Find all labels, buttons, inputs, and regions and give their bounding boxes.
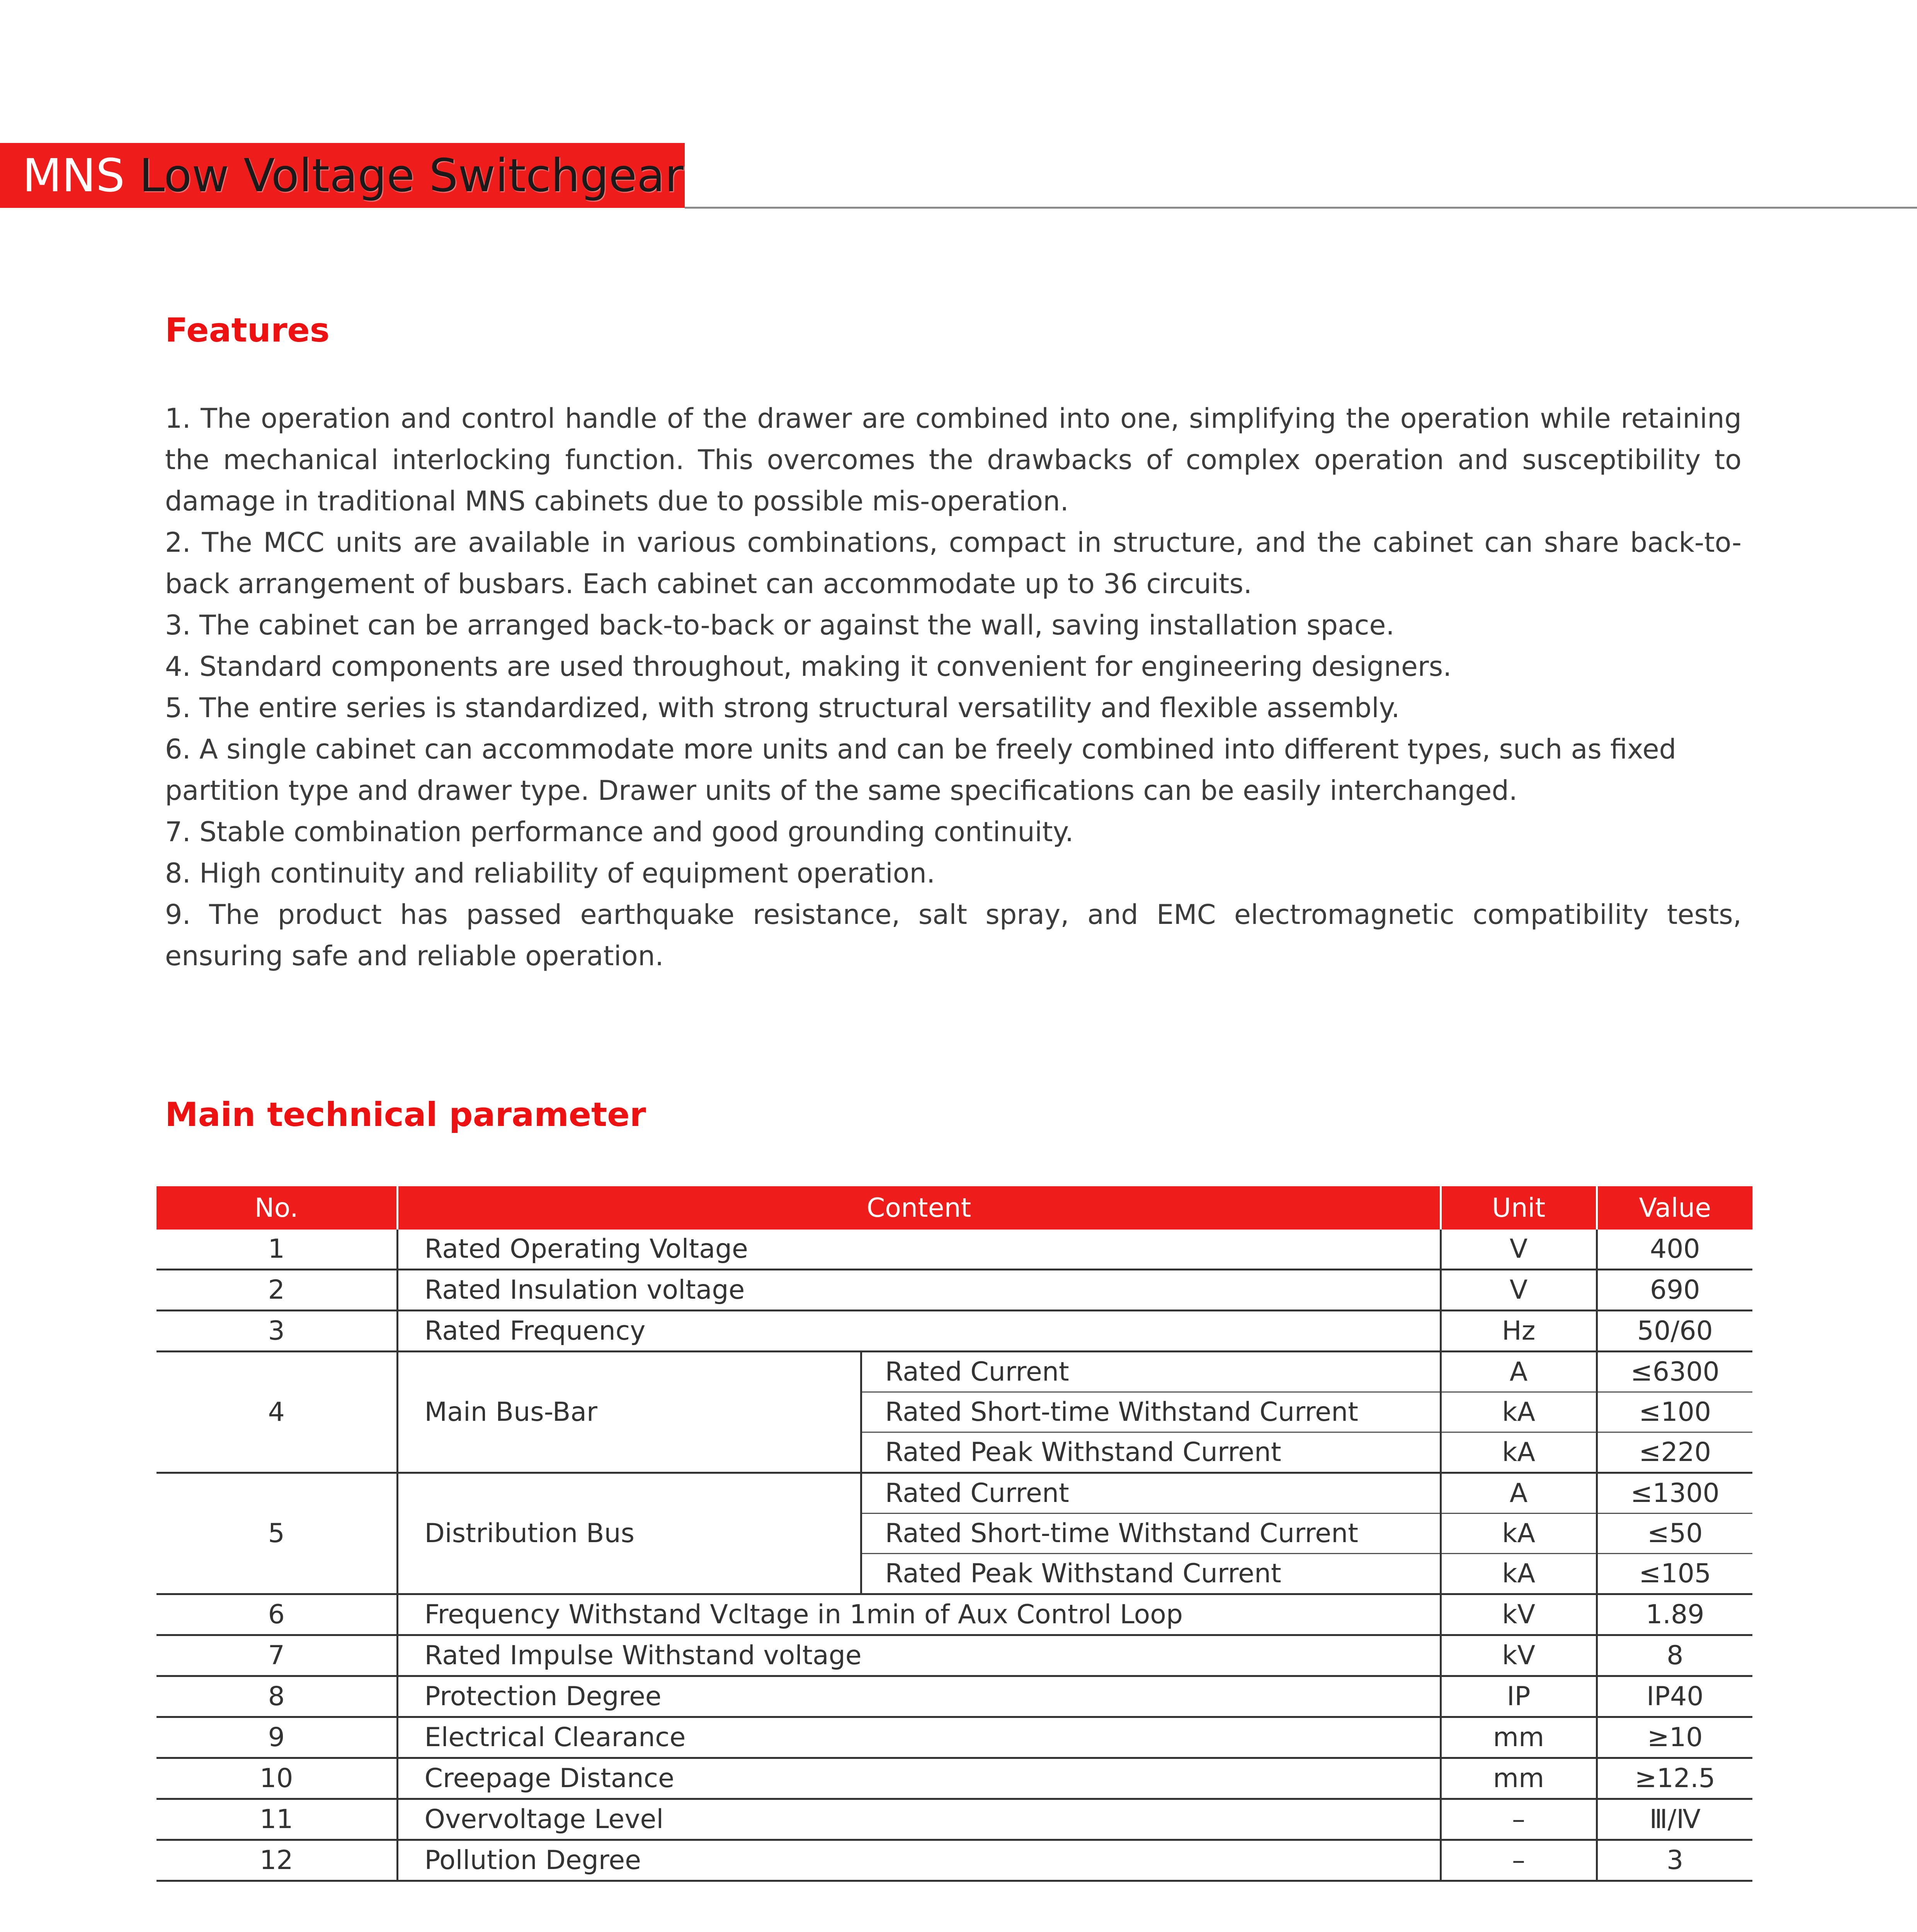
row-unit: –	[1441, 1840, 1597, 1881]
row-value: 690	[1597, 1270, 1752, 1311]
row-unit: kV	[1441, 1635, 1597, 1676]
row-content: Pollution Degree	[397, 1840, 1441, 1881]
row-no: 3	[156, 1311, 397, 1352]
table-row	[156, 1717, 1752, 1758]
page-title	[22, 143, 684, 208]
row-unit: kV	[1441, 1594, 1597, 1635]
row-no: 7	[156, 1635, 397, 1676]
row-value: 400	[1597, 1230, 1752, 1270]
row-value: ≤220	[1597, 1432, 1752, 1473]
row-unit: kA	[1441, 1514, 1597, 1554]
row-value: 1.89	[1597, 1594, 1752, 1635]
column-header-no: No.	[156, 1186, 397, 1230]
row-unit: A	[1441, 1352, 1597, 1392]
table-row	[156, 1635, 1752, 1676]
row-value: 8	[1597, 1635, 1752, 1676]
row-no: 2	[156, 1270, 397, 1311]
title-rest: Low Voltage Switchgear	[124, 149, 684, 202]
row-no: 6	[156, 1594, 397, 1635]
column-header-content: Content	[397, 1186, 1441, 1230]
parameters-heading: Main technical parameter	[165, 1095, 646, 1134]
features-list	[165, 398, 1742, 977]
row-unit: V	[1441, 1270, 1597, 1311]
row-content: Electrical Clearance	[397, 1717, 1441, 1758]
row-subcontent: Rated Short-time Withstand Current	[861, 1514, 1441, 1554]
feature-item: 6. A single cabinet can accommodate more units and can be freely combined into different types, such as fixed partition type and drawer type. Drawer units of the same specifications can be easily interchanged.	[165, 733, 1676, 806]
row-unit: A	[1441, 1473, 1597, 1514]
row-no: 10	[156, 1758, 397, 1799]
row-no: 8	[156, 1676, 397, 1717]
row-value: ≤6300	[1597, 1352, 1752, 1392]
row-content: Rated Operating Voltage	[397, 1230, 1441, 1270]
row-value: Ⅲ/Ⅳ	[1597, 1799, 1752, 1840]
feature-item: 4. Standard components are used throughout, making it convenient for engineering designers.	[165, 651, 1452, 682]
row-content: Rated Insulation voltage	[397, 1270, 1441, 1311]
row-no: 9	[156, 1717, 397, 1758]
row-subcontent: Rated Current	[861, 1473, 1441, 1514]
feature-item: 3. The cabinet can be arranged back-to-back or against the wall, saving installation space.	[165, 609, 1395, 641]
row-value: ≤105	[1597, 1554, 1752, 1594]
row-no: 4	[156, 1352, 397, 1473]
row-unit: Hz	[1441, 1311, 1597, 1352]
row-unit: kA	[1441, 1432, 1597, 1473]
row-value: 50/60	[1597, 1311, 1752, 1352]
row-unit: mm	[1441, 1717, 1597, 1758]
title-prefix: MNS	[22, 149, 125, 202]
row-value: ≥10	[1597, 1717, 1752, 1758]
row-value: IP40	[1597, 1676, 1752, 1717]
row-content: Creepage Distance	[397, 1758, 1441, 1799]
row-no: 12	[156, 1840, 397, 1881]
feature-item: 2. The MCC units are available in various combinations, compact in structure, and the cabinet can share back-to-back arrangement of busbars. Each cabinet can accommodate up to 36 circuits.	[165, 527, 1742, 600]
row-subcontent: Rated Short-time Withstand Current	[861, 1392, 1441, 1432]
row-unit: mm	[1441, 1758, 1597, 1799]
row-content: Rated Impulse Withstand voltage	[397, 1635, 1441, 1676]
table-header-row	[156, 1186, 1752, 1230]
row-unit: –	[1441, 1799, 1597, 1840]
row-value: ≥12.5	[1597, 1758, 1752, 1799]
feature-item: 8. High continuity and reliability of equipment operation.	[165, 857, 936, 889]
row-value: 3	[1597, 1840, 1752, 1881]
parameter-table	[156, 1186, 1752, 1882]
row-content: Overvoltage Level	[397, 1799, 1441, 1840]
row-subcontent: Rated Peak Withstand Current	[861, 1432, 1441, 1473]
row-group: Distribution Bus	[397, 1473, 861, 1594]
row-no: 11	[156, 1799, 397, 1840]
table-row	[156, 1473, 1752, 1514]
row-content: Protection Degree	[397, 1676, 1441, 1717]
row-content: Rated Frequency	[397, 1311, 1441, 1352]
table-row	[156, 1840, 1752, 1881]
table-row	[156, 1270, 1752, 1311]
header-divider	[685, 207, 1917, 209]
feature-item: 9. The product has passed earthquake resistance, salt spray, and EMC electromagnetic compatibility tests, ensuring safe and reliable operation.	[165, 899, 1742, 972]
table-row	[156, 1594, 1752, 1635]
row-no: 5	[156, 1473, 397, 1594]
row-content: Frequency Withstand Vcltage in 1min of Aux Control Loop	[397, 1594, 1441, 1635]
column-header-unit: Unit	[1441, 1186, 1597, 1230]
features-heading: Features	[165, 311, 330, 350]
row-no: 1	[156, 1230, 397, 1270]
feature-item: 1. The operation and control handle of the drawer are combined into one, simplifying the operation while retaining the mechanical interlocking function. This overcomes the drawbacks of complex operation and susceptibility to damage in traditional MNS cabinets due to possible mis-operation.	[165, 403, 1742, 517]
row-unit: V	[1441, 1230, 1597, 1270]
table-row	[156, 1352, 1752, 1392]
feature-item: 5. The entire series is standardized, with strong structural versatility and flexible assembly.	[165, 692, 1400, 724]
row-subcontent: Rated Current	[861, 1352, 1441, 1392]
row-value: ≤1300	[1597, 1473, 1752, 1514]
row-group: Main Bus-Bar	[397, 1352, 861, 1473]
row-unit: kA	[1441, 1554, 1597, 1594]
row-value: ≤100	[1597, 1392, 1752, 1432]
column-header-value: Value	[1597, 1186, 1752, 1230]
row-subcontent: Rated Peak Withstand Current	[861, 1554, 1441, 1594]
feature-item: 7. Stable combination performance and good grounding continuity.	[165, 816, 1074, 848]
row-unit: kA	[1441, 1392, 1597, 1432]
table-row	[156, 1230, 1752, 1270]
table-row	[156, 1758, 1752, 1799]
table-row	[156, 1799, 1752, 1840]
table-row	[156, 1311, 1752, 1352]
row-value: ≤50	[1597, 1514, 1752, 1554]
row-unit: IP	[1441, 1676, 1597, 1717]
table-row	[156, 1676, 1752, 1717]
